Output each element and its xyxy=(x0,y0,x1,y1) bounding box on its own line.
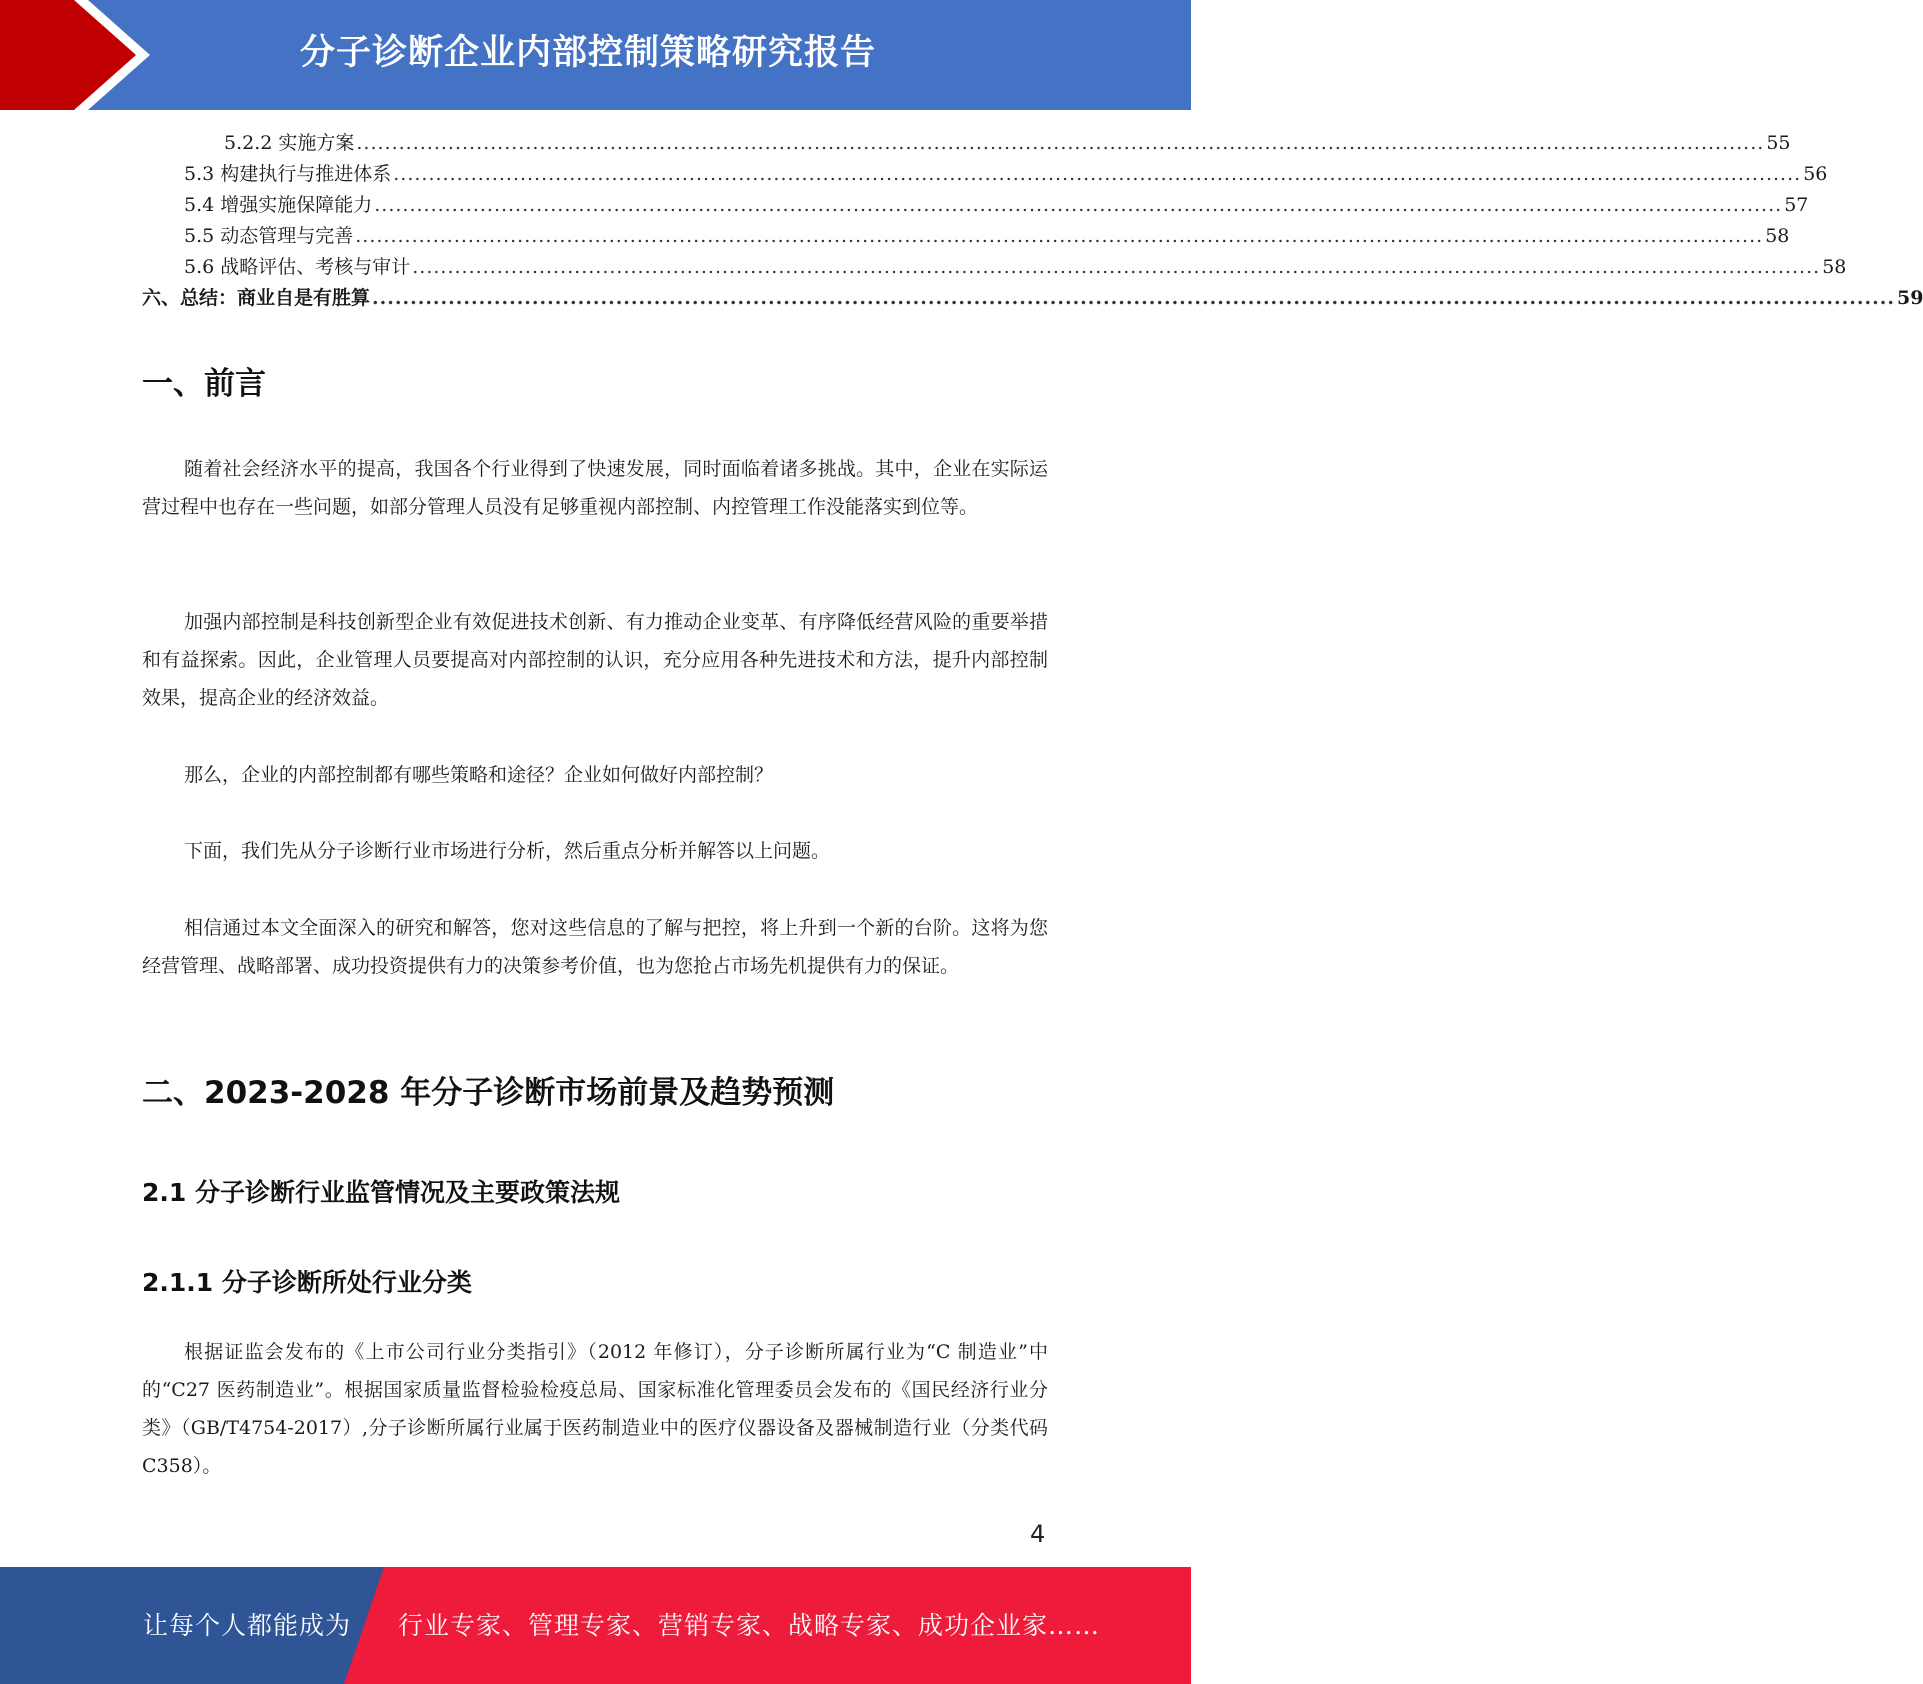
report-title: 分子诊断企业内部控制策略研究报告 xyxy=(300,33,877,73)
body-paragraph: 随着社会经济水平的提高，我国各个行业得到了快速发展，同时面临着诸多挑战。其中，企业在实际运营过程中也存在一些问题，如部分管理人员没有足够重视内部控制、内控管理工作没能落实到位等。 xyxy=(142,458,1048,518)
toc-entry-page: 57 xyxy=(1784,194,1809,216)
toc-leader-dots: ........................................................................................................................................................................................................ xyxy=(374,194,1783,216)
subsection-heading: 2.1 分子诊断行业监管情况及主要政策法规 xyxy=(142,1178,620,1207)
toc-entry[interactable] xyxy=(142,221,1790,252)
toc-entry[interactable] xyxy=(142,252,1847,283)
footer-slogan-left: 让每个人都能成为 xyxy=(143,1611,352,1640)
section-heading-market: 二、2023-2028 年分子诊断市场前景及趋势预测 xyxy=(142,1075,835,1111)
toc-leader-dots: ........................................................................................................................................................................................................ xyxy=(393,163,1802,185)
footer-band xyxy=(0,1567,1191,1684)
toc-entry-page: 59 xyxy=(1896,287,1923,309)
toc-entry[interactable] xyxy=(142,190,1809,221)
toc-entry-label: 5.2.2 实施方案 xyxy=(224,132,355,154)
toc-entry-page: 56 xyxy=(1803,163,1828,185)
toc-leader-dots: ........................................................................................................................................................................................................ xyxy=(372,287,1895,309)
toc-entry[interactable] xyxy=(142,159,1828,190)
header-band xyxy=(0,0,1191,110)
toc-leader-dots: ........................................................................................................................................................................................................ xyxy=(412,256,1821,278)
toc-entry-label: 5.4 增强实施保障能力 xyxy=(184,194,373,216)
toc-entry-label: 六、总结：商业自是有胜算 xyxy=(142,287,371,309)
body-paragraph: 相信通过本文全面深入的研究和解答，您对这些信息的了解与把控，将上升到一个新的台阶。这将为您经营管理、战略部署、成功投资提供有力的决策参考价值，也为您抢占市场先机提供有力的保证。 xyxy=(142,917,1048,977)
toc-entry-page: 58 xyxy=(1765,225,1790,247)
header-chevron-icon xyxy=(0,0,160,110)
page-number: 4 xyxy=(1030,1520,1046,1548)
toc-entry-label: 5.3 构建执行与推进体系 xyxy=(184,163,392,185)
toc-entry-page: 55 xyxy=(1766,132,1791,154)
body-paragraph: 加强内部控制是科技创新型企业有效促进技术创新、有力推动企业变革、有序降低经营风险的重要举措和有益探索。因此，企业管理人员要提高对内部控制的认识，充分应用各种先进技术和方法，提升内部控制效果，提高企业的经济效益。 xyxy=(142,611,1048,709)
subsubsection-heading: 2.1.1 分子诊断所处行业分类 xyxy=(142,1268,472,1297)
toc-leader-dots: ........................................................................................................................................................................................................ xyxy=(356,132,1765,154)
toc-entry-label: 5.5 动态管理与完善 xyxy=(184,225,354,247)
toc-entry-page: 58 xyxy=(1822,256,1847,278)
toc-entry-label: 5.6 战略评估、考核与审计 xyxy=(184,256,411,278)
toc-leader-dots: ........................................................................................................................................................................................................ xyxy=(355,225,1764,247)
body-paragraph: 下面，我们先从分子诊断行业市场进行分析，然后重点分析并解答以上问题。 xyxy=(184,840,831,862)
table-of-contents xyxy=(142,128,1923,314)
body-paragraph: 根据证监会发布的《上市公司行业分类指引》（2012 年修订），分子诊断所属行业为“C 制造业”中的“C27 医药制造业”。根据国家质量监督检验检疫总局、国家标准化管理委员会发布的《国民经济行业分类》（GB/T4754-2017）,分子诊断所属行业属于医药制造业中的医疗仪器设备及器械制造行业（分类代码 C358）。 xyxy=(142,1341,1048,1477)
body-paragraph: 那么，企业的内部控制都有哪些策略和途径？企业如何做好内部控制？ xyxy=(184,764,774,786)
toc-entry[interactable] xyxy=(142,283,1923,314)
section-heading-preface: 一、前言 xyxy=(142,366,266,402)
toc-entry[interactable] xyxy=(142,128,1791,159)
footer-slogan-right: 行业专家、管理专家、营销专家、战略专家、成功企业家…… xyxy=(398,1611,1101,1640)
